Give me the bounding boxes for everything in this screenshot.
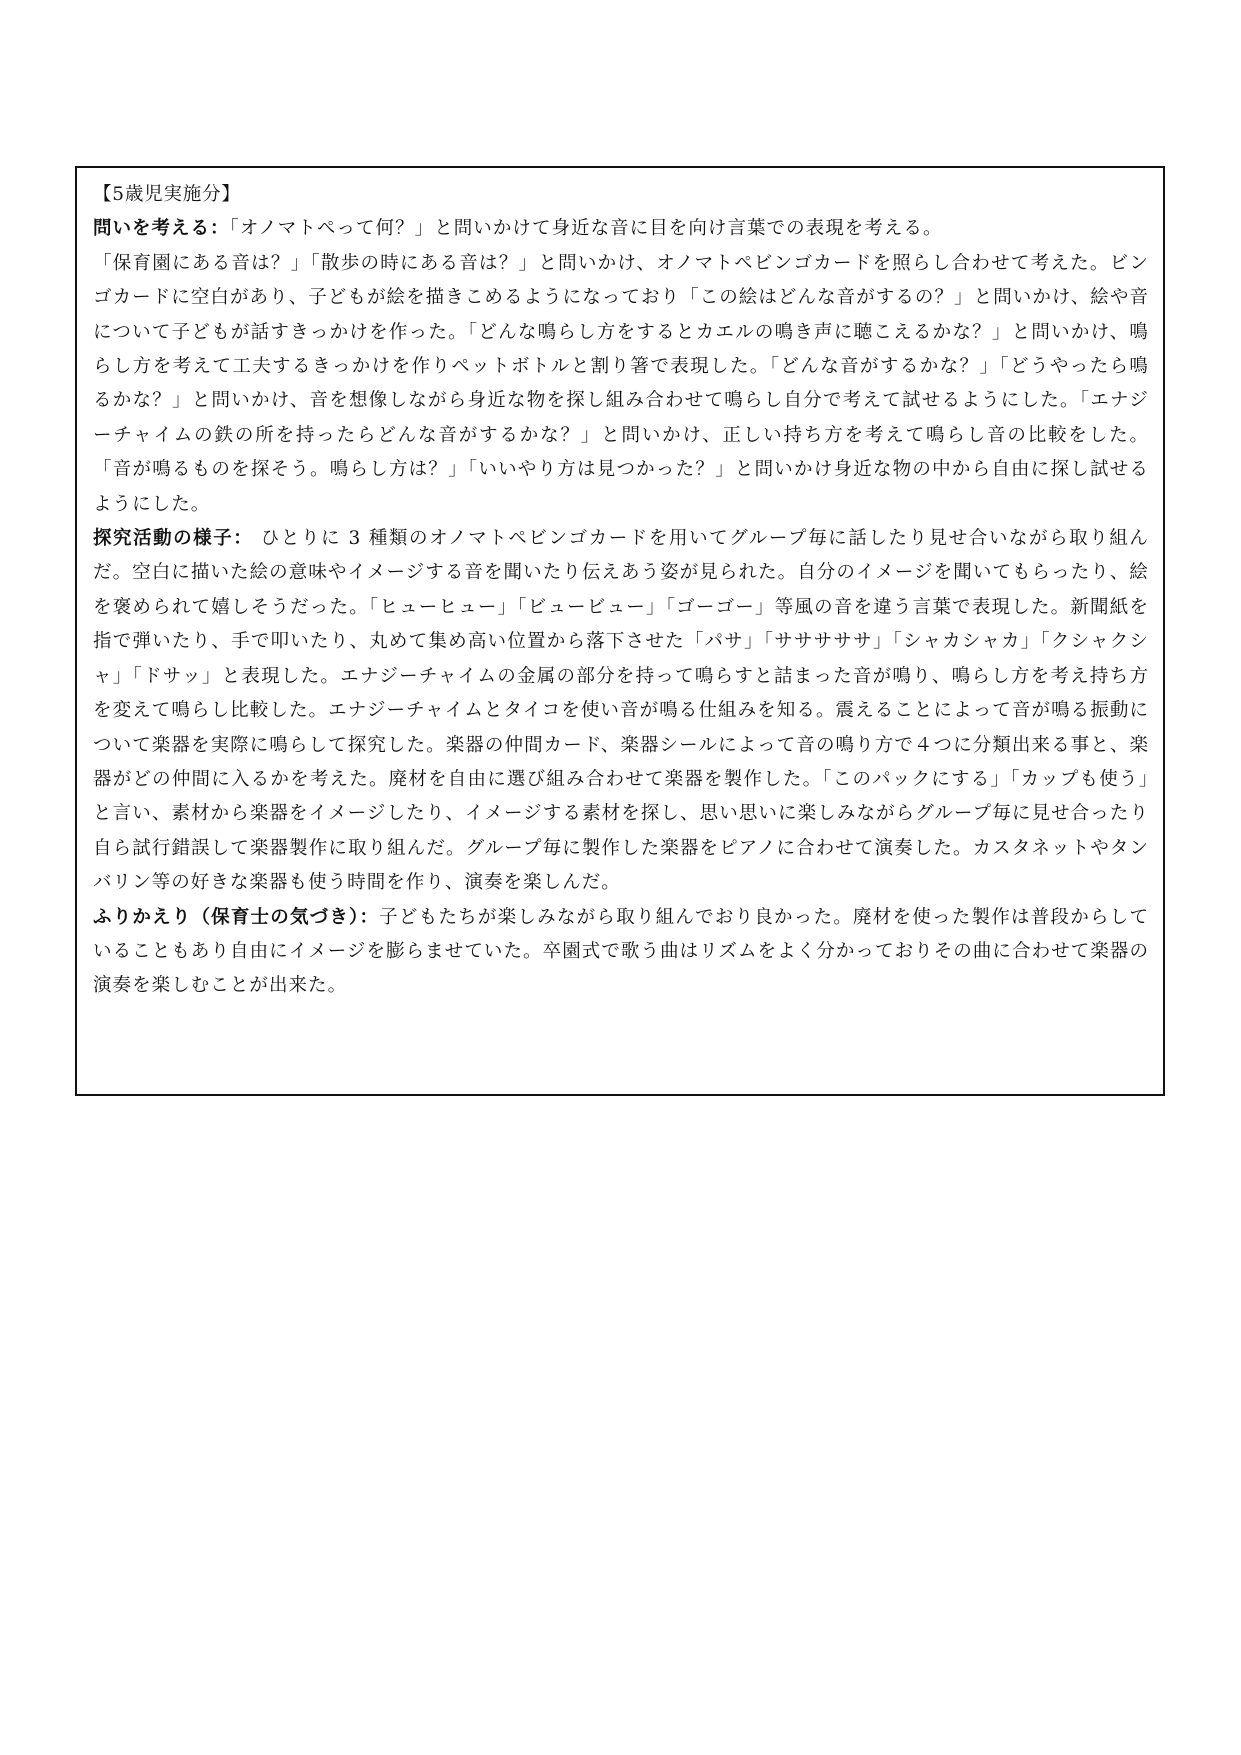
question-body-paragraph: 「保育園にある音は？」「散歩の時にある音は？」と問いかけ、オノマトペビンゴカードを照らし合わせて考えた。ビンゴカードに空白があり、子どもが絵を描きこめるようになっており「この絵はどんな音がするの？」と問いかけ、絵や音について子どもが話すきっかけを作った。「どんな鳴らし方をするとカエルの鳴き声に聴こえるかな？」と問いかけ、鳴らし方を考えて工夫するきっかけを作りペットボトルと割り箸で表現した。「どんな音がするかな？」「どうやったら鳴るかな？」と問いかけ、音を想像しながら身近な物を探し組み合わせて鳴らし自分で考えて試せるようにした。「エナジーチャイムの鉄の所を持ったらどんな音がするかな？」と問いかけ、正しい持ち方を考えて鳴らし音の比較をした。 「音が鳴るものを探そう。鳴らし方は？」「いいやり方は見つかった？」と問いかけ身近な物の中から自由に探し試せるようにした。 xyxy=(93,252,1149,515)
reflection-label: ふりかえり（保育士の気づき）： xyxy=(93,906,380,928)
question-lead-paragraph xyxy=(93,212,1149,246)
activity-paragraph xyxy=(93,522,1149,900)
activity-label: 探究活動の様子： xyxy=(93,528,254,550)
question-lead-text: 「オノマトペって何？」と問いかけて身近な音に目を向け言葉での表現を考える。 xyxy=(229,218,943,240)
activity-text: ひとりに 3 種類のオノマトペビンゴカードを用いてグループ毎に話したり見せ合いながら取り組んだ。空白に描いた絵の意味やイメージする音を聞いたり伝えあう姿が見られた。自分のイメージを聞いてもらったり、絵を褒められて嬉しそうだった。「ヒューヒュー」「ビュービュー」「ゴーゴー」等風の音を違う言葉で表現した。新聞紙を指で弾いたり、手で叩いたり、丸めて集め高い位置から落下させた「パサ」「サササササ」「シャカシャカ」「クシャクシャ」「ドサッ」と表現した。エナジーチャイムの金属の部分を持って鳴らすと詰まった音が鳴り、鳴らし方を考え持ち方を変えて鳴らし比較した。エナジーチャイムとタイコを使い音が鳴る仕組みを知る。震えることによって音が鳴る振動について楽器を実際に鳴らして探究した。楽器の仲間カード、楽器シールによって音の鳴り方で４つに分類出来る事と、楽器がどの仲間に入るかを考えた。廃材を自由に選び組み合わせて楽器を製作した。「このパックにする」「カップも使う」と言い、素材から楽器をイメージしたり、イメージする素材を探し、思い思いに楽しみながらグループ毎に見せ合ったり自ら試行錯誤して楽器製作に取り組んだ。グループ毎に製作した楽器をピアノに合わせて演奏した。カスタネットやタンバリン等の好きな楽器も使う時間を作り、演奏を楽しんだ。 xyxy=(93,528,1149,894)
question-label: 問いを考える： xyxy=(93,218,230,240)
section-heading: 【5歳児実施分】 xyxy=(93,184,241,205)
reflection-text: 子どもたちが楽しみながら取り組んでおり良かった。廃材を使った製作は普段からしていることもあり自由にイメージを膨らませていた。卒園式で歌う曲はリズムをよく分かっておりその曲に合わせて楽器の演奏を楽しむことが出来た。 xyxy=(93,906,1149,997)
reflection-paragraph xyxy=(93,901,1149,1004)
report-box xyxy=(75,166,1165,1096)
